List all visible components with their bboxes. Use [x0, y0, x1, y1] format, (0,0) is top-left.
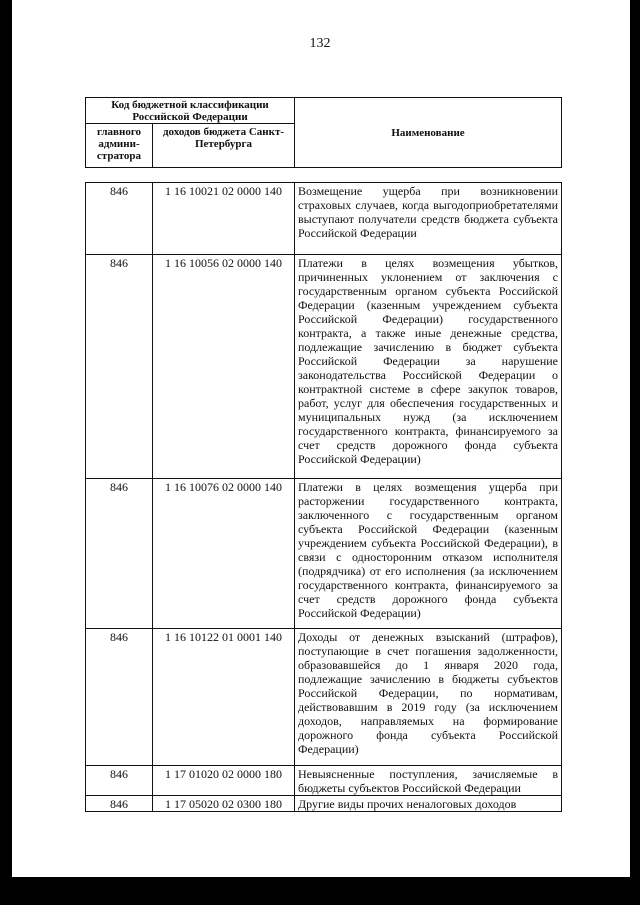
classification-table — [85, 182, 562, 812]
row-name: Платежи в целях возмещения убытков, причиненных уклонением от заключения с государственным органом субъекта Российской Федерации (казенным учреждением субъекта Российской Федерации) государственного контракта, а также иные денежные средства, подлежащие зачислению в бюджет субъекта Российской Федерации за нарушение законодательства Российской Федерации о контрактной системе в сфере закупок товаров, работ, услуг для обеспечения государственных и муниципальных нужд (за исключением государственного контракта, финансируемого за счет средств дорожного фонда субъекта Российской Федерации) — [295, 255, 562, 479]
row-name: Невыясненные поступления, зачисляемые в бюджеты субъектов Российской Федерации — [295, 766, 562, 796]
row-name: Другие виды прочих неналоговых доходов — [295, 796, 562, 812]
row-name: Возмещение ущерба при возникновении страховых случаев, когда выгодоприобретателями выступают получатели средств бюджета субъекта Российской Федерации — [295, 183, 562, 255]
row-budget-code: 1 16 10122 01 0001 140 — [153, 629, 295, 766]
row-budget-code: 1 16 10056 02 0000 140 — [153, 255, 295, 479]
table-row — [86, 629, 562, 766]
table-row — [86, 479, 562, 629]
row-admin-code: 846 — [86, 255, 153, 479]
row-budget-code: 1 16 10076 02 0000 140 — [153, 479, 295, 629]
table-row — [86, 766, 562, 796]
page-number: 132 — [309, 36, 331, 51]
row-admin-code: 846 — [86, 796, 153, 812]
header-group-title: Код бюджетной классификации Российской Федерации — [86, 98, 295, 124]
table-row — [86, 796, 562, 812]
header-code-column: доходов бюджета Санкт-Петербурга — [153, 124, 295, 168]
row-name: Платежи в целях возмещения ущерба при расторжении государственного контракта, заключенного с государственным органом субъекта Российской Федерации (казенным учреждением субъекта Российской Федерации), в связи с односторонним отказом исполнителя (подрядчика) от его исполнения (за исключением государственного контракта, финансируемого за счет средств дорожного фонда субъекта Российской Федерации) — [295, 479, 562, 629]
scan-border-right — [630, 0, 640, 877]
header-name-column: Наименование — [295, 98, 562, 168]
row-name: Доходы от денежных взысканий (штрафов), поступающие в счет погашения задолженности, образовавшейся до 1 января 2020 года, подлежащие зачислению в бюджеты субъектов Российской Федерации, по нормативам, действовавшим в 2019 году (за исключением доходов, направляемых на формирование дорожного фонда субъекта Российской Федерации) — [295, 629, 562, 766]
scan-border-bottom — [0, 877, 640, 905]
row-budget-code: 1 17 01020 02 0000 180 — [153, 766, 295, 796]
header-admin-column: главного админи-стратора — [86, 124, 153, 168]
row-admin-code: 846 — [86, 479, 153, 629]
row-admin-code: 846 — [86, 766, 153, 796]
row-budget-code: 1 16 10021 02 0000 140 — [153, 183, 295, 255]
table-row — [86, 183, 562, 255]
row-budget-code: 1 17 05020 02 0300 180 — [153, 796, 295, 812]
row-admin-code: 846 — [86, 629, 153, 766]
row-admin-code: 846 — [86, 183, 153, 255]
table-header — [85, 97, 562, 168]
table-row — [86, 255, 562, 479]
scan-border-left — [0, 0, 12, 877]
